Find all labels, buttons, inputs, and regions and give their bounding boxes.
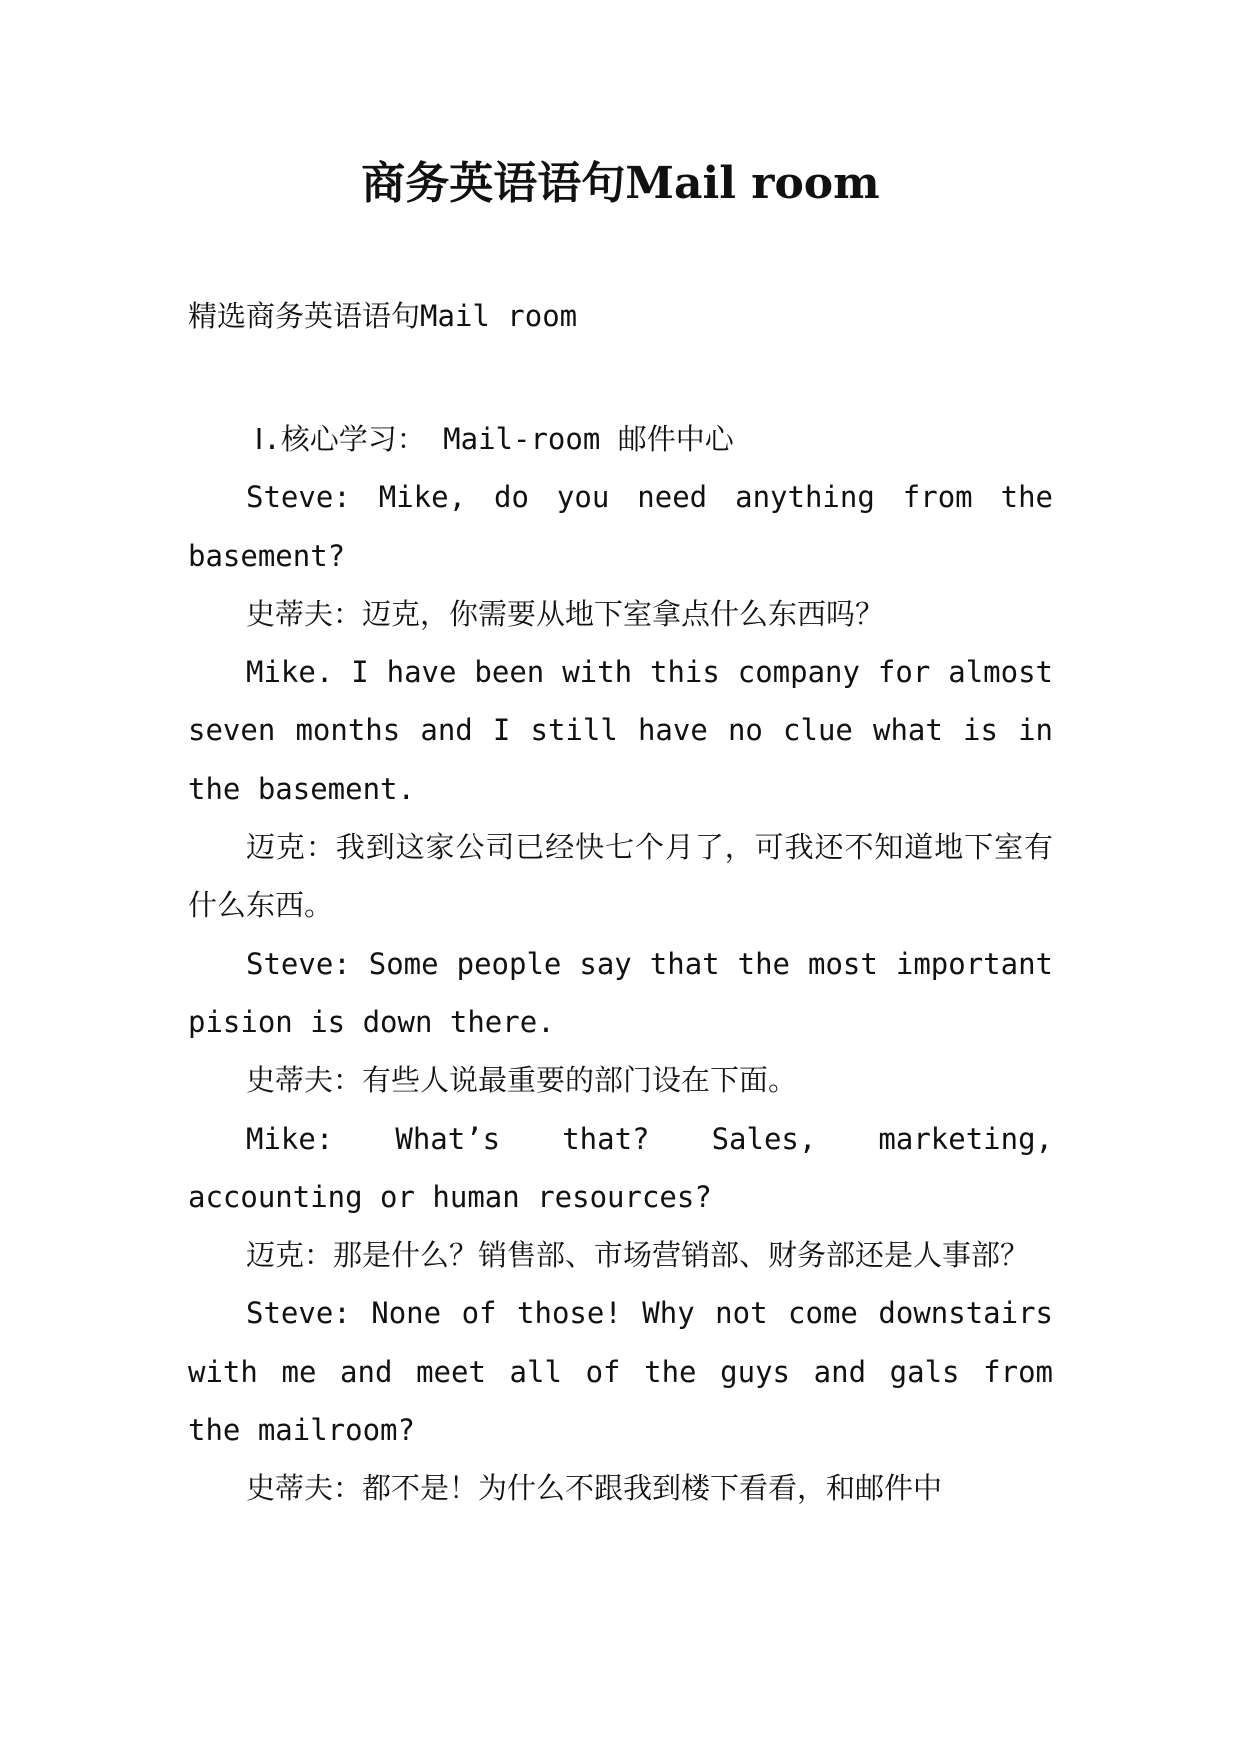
dialogue-line-zh: 史蒂夫：有些人说最重要的部门设在下面。 <box>246 1063 798 1098</box>
dialogue-line-en: Mike: What’s that? Sales, marketing, accounting or human resources? <box>188 1121 1053 1214</box>
dialogue-line-en: Steve: None of those! Why not come downstairs with me and meet all of the guys and gals from the mailroom? <box>188 1296 1053 1448</box>
section-heading: Ⅰ.核心学习： Mail-room 邮件中心 <box>254 422 734 456</box>
dialogue-line-zh: 史蒂夫：迈克，你需要从地下室拿点什么东西吗？ <box>246 596 885 631</box>
dialogue-line-zh: 迈克：那是什么？销售部、市场营销部、财务部还是人事部？ <box>246 1238 1030 1273</box>
dialogue-line-zh: 史蒂夫：都不是！为什么不跟我到楼下看看，和邮件中 <box>246 1471 943 1506</box>
dialogue-line-en: Steve: Mike, do you need anything from the basement? <box>188 480 1053 573</box>
document-subtitle: 精选商务英语语句Mail room <box>188 299 578 333</box>
document-body <box>188 410 1053 1518</box>
document-title: 商务英语语句Mail room <box>361 158 880 209</box>
dialogue-line-en: Steve: Some people say that the most important pision is down there. <box>188 946 1053 1039</box>
dialogue-line-zh: 迈克：我到这家公司已经快七个月了，可我还不知道地下室有什么东西。 <box>188 830 1053 923</box>
dialogue-line-en: Mike. I have been with this company for almost seven months and I still have no clue what is in the basement. <box>188 655 1053 806</box>
